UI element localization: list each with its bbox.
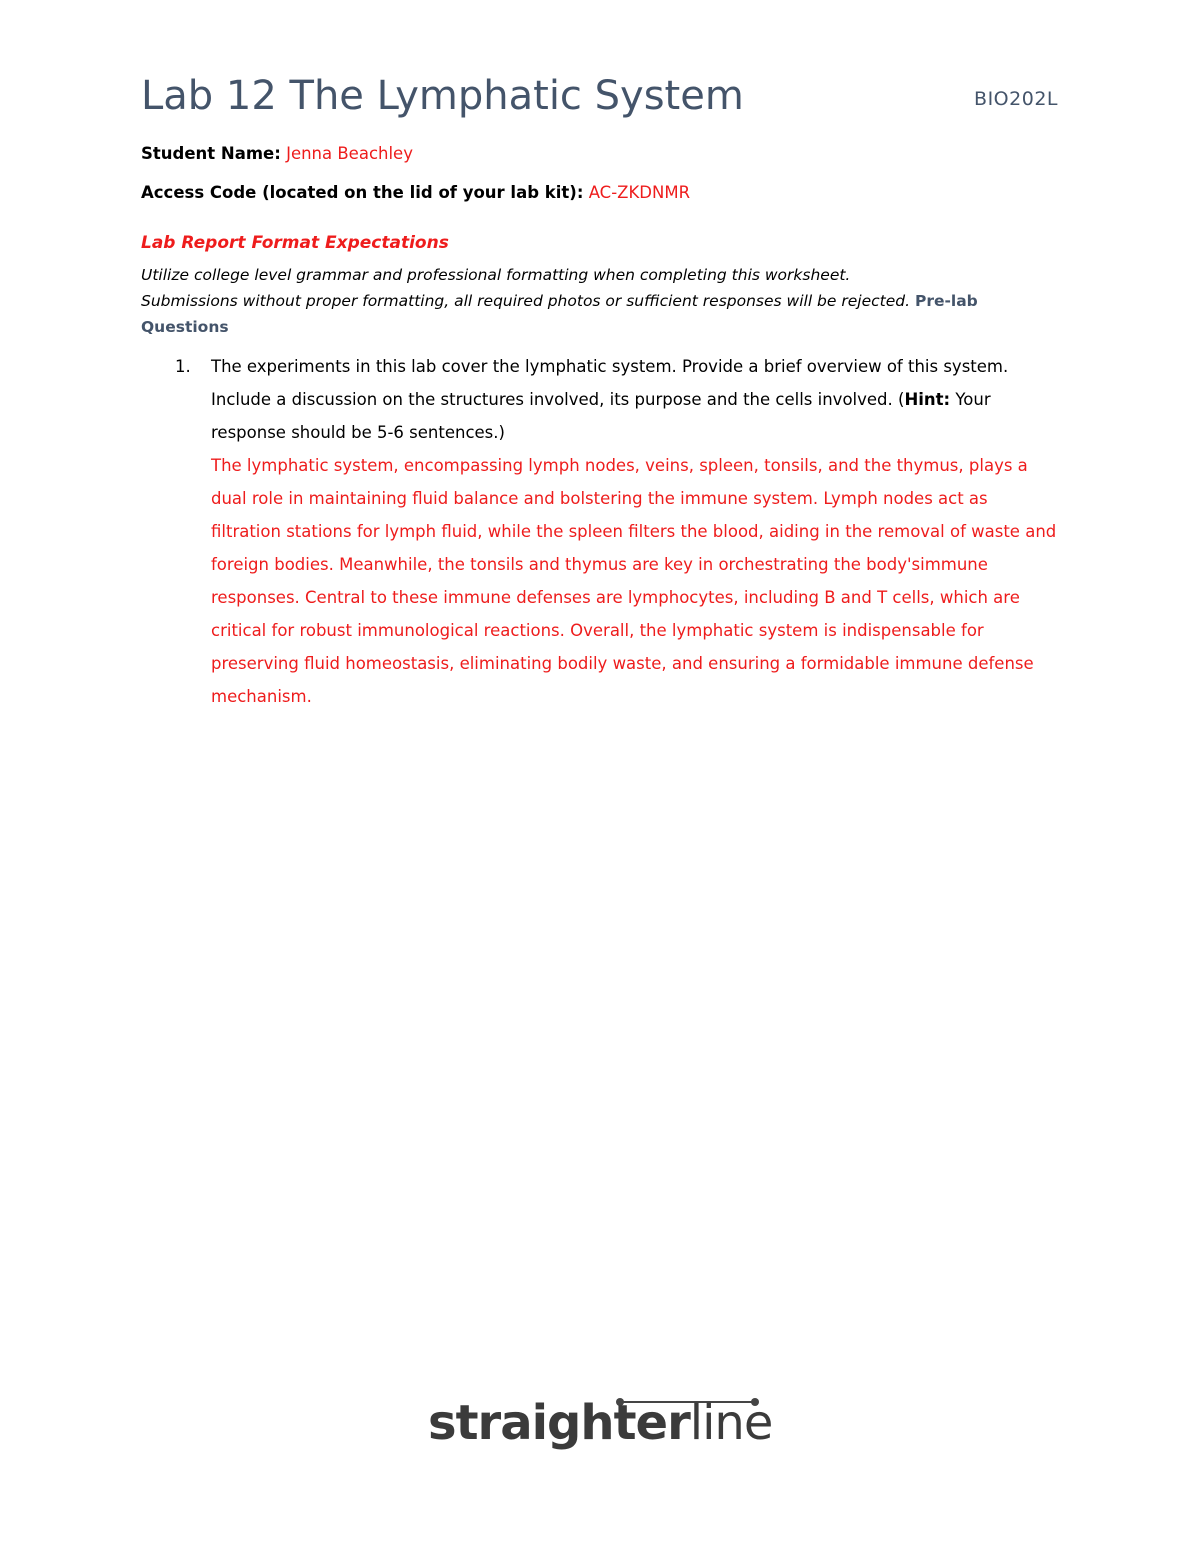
access-code-value: AC-ZKDNMR — [588, 183, 691, 202]
question-number: 1. — [175, 357, 191, 376]
question-item — [141, 350, 1061, 713]
format-line-2: Submissions without proper formatting, all required photos or sufficient responses will be rejected. — [141, 292, 911, 310]
student-name-field — [141, 144, 413, 163]
format-line-2-wrap — [141, 288, 1056, 340]
question-text — [211, 350, 1061, 449]
prelab-heading: Pre-lab Questions — [141, 292, 978, 336]
question-list — [141, 350, 1061, 713]
course-code: BIO202L — [974, 88, 1058, 110]
access-code-label: Access Code (located on the lid of your lab kit): — [141, 183, 584, 202]
format-line-1: Utilize college level grammar and professional formatting when completing this worksheet. — [141, 266, 851, 284]
hint-label: Hint: — [904, 390, 951, 409]
page-title: Lab 12 The Lymphatic System — [141, 73, 744, 119]
question-text-after-hint: Your response should be 5-6 sentences.) — [211, 390, 991, 442]
access-code-field — [141, 183, 690, 202]
question-body — [211, 350, 1061, 713]
student-name-label: Student Name: — [141, 144, 281, 163]
student-name-value: Jenna Beachley — [286, 144, 413, 163]
format-heading: Lab Report Format Expectations — [141, 233, 449, 253]
logo-part-bold: straighter — [428, 1395, 690, 1451]
answer-text: The lymphatic system, encompassing lymph nodes, veins, spleen, tonsils, and the thymus, plays a dual role in maintaining fluid balance and bolstering the immune system. Lymph nodes act as filtration stations for lymph fluid, while the spleen filters the blood, aiding in the removal of waste and foreign bodies. Meanwhile, the tonsils and thymus are key in orchestrating the body'simmune responses. Central to these immune defenses are lymphocytes, including B and T cells, which are critical for robust immunological reactions. Overall, the lymphatic system is indispensable for preserving fluid homeostasis, eliminating bodily waste, and ensuring a formidable immune defense mechanism. — [211, 456, 1057, 706]
logo-wordmark — [428, 1395, 772, 1451]
question-text-before-hint: The experiments in this lab cover the lymphatic system. Provide a brief overview of this system. Include a discussion on the structures involved, its purpose and the cells involved. ( — [211, 357, 1009, 409]
logo-part-light: line — [689, 1395, 773, 1451]
format-expectations — [141, 262, 1056, 340]
